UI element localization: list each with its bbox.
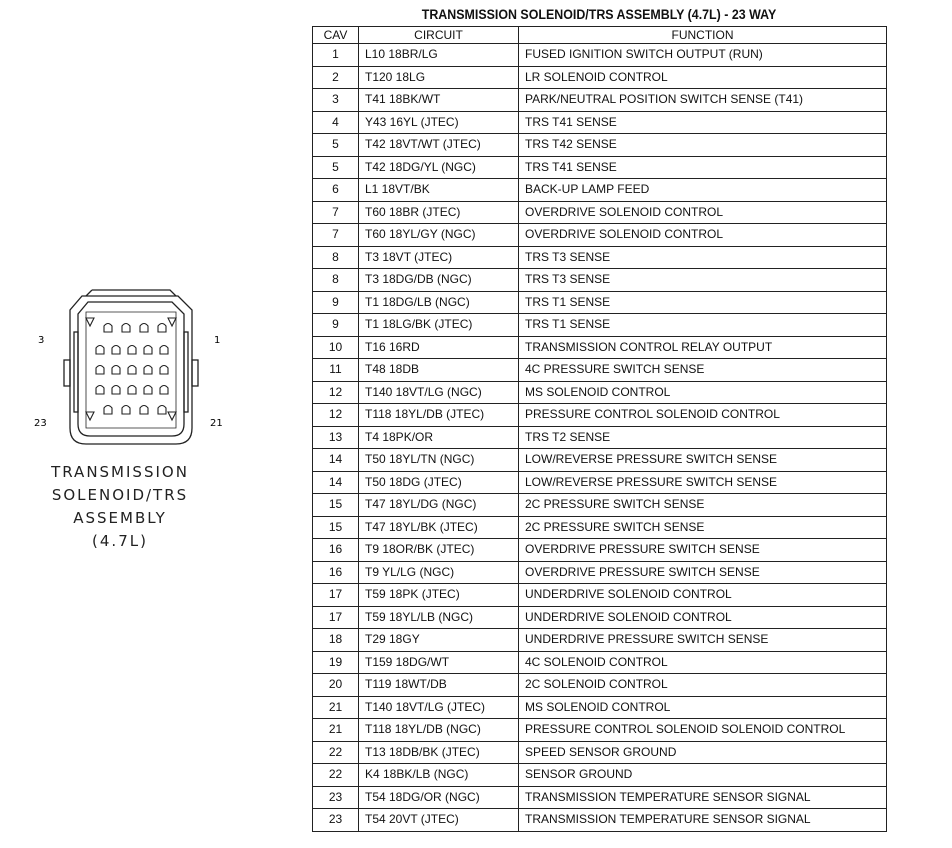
table-row [313, 764, 887, 787]
function-cell: OVERDRIVE PRESSURE SWITCH SENSE [519, 539, 887, 562]
circuit-cell: T4 18PK/OR [359, 426, 519, 449]
pin-cavity [96, 346, 104, 355]
table-row [313, 224, 887, 247]
pin-cavity [112, 346, 120, 355]
function-cell: TRANSMISSION CONTROL RELAY OUTPUT [519, 336, 887, 359]
pin-cavity [160, 346, 168, 355]
cav-cell: 10 [313, 336, 359, 359]
table-row [313, 179, 887, 202]
caption-line: ASSEMBLY [73, 509, 167, 527]
table-header-row [313, 27, 887, 44]
header-function: FUNCTION [519, 27, 887, 44]
circuit-cell: T119 18WT/DB [359, 674, 519, 697]
cav-cell: 21 [313, 719, 359, 742]
pin-label-top-left: 3 [38, 335, 45, 346]
pin-cavity [96, 366, 104, 375]
circuit-cell: T47 18YL/DG (NGC) [359, 494, 519, 517]
cav-cell: 12 [313, 404, 359, 427]
function-cell: UNDERDRIVE SOLENOID CONTROL [519, 584, 887, 607]
table-row [313, 696, 887, 719]
cav-cell: 4 [313, 111, 359, 134]
locator-mark [86, 318, 94, 326]
table-row [313, 314, 887, 337]
circuit-cell: T1 18LG/BK (JTEC) [359, 314, 519, 337]
circuit-cell: T42 18VT/WT (JTEC) [359, 134, 519, 157]
table-row [313, 359, 887, 382]
function-cell: 2C PRESSURE SWITCH SENSE [519, 516, 887, 539]
cav-cell: 14 [313, 471, 359, 494]
cav-cell: 17 [313, 606, 359, 629]
circuit-cell: T3 18VT (JTEC) [359, 246, 519, 269]
function-cell: OVERDRIVE PRESSURE SWITCH SENSE [519, 561, 887, 584]
cav-cell: 16 [313, 561, 359, 584]
circuit-cell: T29 18GY [359, 629, 519, 652]
table-row [313, 561, 887, 584]
locator-mark [168, 412, 176, 420]
pin-cavity [140, 324, 148, 333]
function-cell: MS SOLENOID CONTROL [519, 696, 887, 719]
circuit-cell: L1 18VT/BK [359, 179, 519, 202]
function-cell: LR SOLENOID CONTROL [519, 66, 887, 89]
table-row [313, 89, 887, 112]
function-cell: TRS T3 SENSE [519, 246, 887, 269]
circuit-cell: T1 18DG/LB (NGC) [359, 291, 519, 314]
connector-caption [30, 461, 210, 553]
cav-cell: 7 [313, 224, 359, 247]
locator-mark [168, 318, 176, 326]
cav-cell: 16 [313, 539, 359, 562]
table-title: TRANSMISSION SOLENOID/TRS ASSEMBLY (4.7L) - 23 WAY [421, 7, 777, 22]
function-cell: BACK-UP LAMP FEED [519, 179, 887, 202]
pin-cavity [96, 386, 104, 395]
function-cell: SENSOR GROUND [519, 764, 887, 787]
function-cell: TRS T42 SENSE [519, 134, 887, 157]
table-row [313, 246, 887, 269]
pin-cavity [104, 406, 112, 415]
pin-cavity [128, 386, 136, 395]
function-cell: 2C SOLENOID CONTROL [519, 674, 887, 697]
circuit-cell: T50 18DG (JTEC) [359, 471, 519, 494]
cav-cell: 7 [313, 201, 359, 224]
pin-cavity [144, 386, 152, 395]
function-cell: LOW/REVERSE PRESSURE SWITCH SENSE [519, 449, 887, 472]
table-row [313, 404, 887, 427]
table-row [313, 426, 887, 449]
circuit-cell: T120 18LG [359, 66, 519, 89]
table-row [313, 156, 887, 179]
table-row [313, 719, 887, 742]
table-row [313, 201, 887, 224]
cav-cell: 13 [313, 426, 359, 449]
circuit-cell: T9 YL/LG (NGC) [359, 561, 519, 584]
pin-cavity [128, 366, 136, 375]
circuit-cell: T3 18DG/DB (NGC) [359, 269, 519, 292]
pin-cavity [144, 346, 152, 355]
table-row [313, 741, 887, 764]
table-row [313, 111, 887, 134]
table-row [313, 629, 887, 652]
cav-cell: 12 [313, 381, 359, 404]
pin-cavity [158, 324, 166, 333]
caption-line: (4.7L) [92, 532, 148, 550]
function-cell: 4C SOLENOID CONTROL [519, 651, 887, 674]
circuit-cell: T47 18YL/BK (JTEC) [359, 516, 519, 539]
cav-cell: 21 [313, 696, 359, 719]
pin-cavity [144, 366, 152, 375]
connector-body [64, 290, 198, 444]
cav-cell: 3 [313, 89, 359, 112]
table-row [313, 336, 887, 359]
pin-cavity [122, 324, 130, 333]
circuit-cell: T118 18YL/DB (JTEC) [359, 404, 519, 427]
cav-cell: 8 [313, 246, 359, 269]
circuit-cell: T60 18BR (JTEC) [359, 201, 519, 224]
table-row [313, 516, 887, 539]
function-cell: PRESSURE CONTROL SOLENOID SOLENOID CONTROL [519, 719, 887, 742]
table-row [313, 494, 887, 517]
circuit-cell: T54 20VT (JTEC) [359, 809, 519, 832]
cav-cell: 15 [313, 516, 359, 539]
circuit-cell: T9 18OR/BK (JTEC) [359, 539, 519, 562]
pin-cavity [140, 406, 148, 415]
cav-cell: 19 [313, 651, 359, 674]
cav-cell: 18 [313, 629, 359, 652]
cav-cell: 1 [313, 44, 359, 67]
pin-cavity [122, 406, 130, 415]
table-row [313, 134, 887, 157]
circuit-cell: T16 16RD [359, 336, 519, 359]
function-cell: 2C PRESSURE SWITCH SENSE [519, 494, 887, 517]
table-row [313, 291, 887, 314]
pin-label-top-right: 1 [214, 335, 221, 346]
pin-cavity [128, 346, 136, 355]
function-cell: MS SOLENOID CONTROL [519, 381, 887, 404]
connector-diagram [30, 280, 230, 460]
circuit-cell: T140 18VT/LG (NGC) [359, 381, 519, 404]
circuit-cell: T54 18DG/OR (NGC) [359, 786, 519, 809]
function-cell: TRS T41 SENSE [519, 156, 887, 179]
cav-cell: 9 [313, 291, 359, 314]
function-cell: FUSED IGNITION SWITCH OUTPUT (RUN) [519, 44, 887, 67]
cav-cell: 22 [313, 741, 359, 764]
cav-cell: 17 [313, 584, 359, 607]
circuit-cell: Y43 16YL (JTEC) [359, 111, 519, 134]
cav-cell: 2 [313, 66, 359, 89]
circuit-cell: L10 18BR/LG [359, 44, 519, 67]
cav-cell: 8 [313, 269, 359, 292]
table-row [313, 449, 887, 472]
header-circuit: CIRCUIT [359, 27, 519, 44]
circuit-cell: T159 18DG/WT [359, 651, 519, 674]
circuit-cell: T41 18BK/WT [359, 89, 519, 112]
cav-cell: 11 [313, 359, 359, 382]
caption-line: TRANSMISSION [51, 463, 189, 481]
function-cell: TRS T2 SENSE [519, 426, 887, 449]
cav-cell: 5 [313, 156, 359, 179]
header-cav: CAV [313, 27, 359, 44]
table-row [313, 539, 887, 562]
function-cell: LOW/REVERSE PRESSURE SWITCH SENSE [519, 471, 887, 494]
circuit-cell: T118 18YL/DB (NGC) [359, 719, 519, 742]
circuit-cell: T59 18PK (JTEC) [359, 584, 519, 607]
pin-cavity [160, 386, 168, 395]
pin-cavity [158, 406, 166, 415]
pin-cavity [160, 366, 168, 375]
table-row [313, 471, 887, 494]
function-cell: UNDERDRIVE SOLENOID CONTROL [519, 606, 887, 629]
circuit-cell: T48 18DB [359, 359, 519, 382]
cav-cell: 22 [313, 764, 359, 787]
function-cell: PARK/NEUTRAL POSITION SWITCH SENSE (T41) [519, 89, 887, 112]
circuit-cell: K4 18BK/LB (NGC) [359, 764, 519, 787]
connector-pins [86, 318, 176, 420]
pin-label-bottom-right: 21 [210, 418, 223, 429]
circuit-cell: T50 18YL/TN (NGC) [359, 449, 519, 472]
cav-cell: 23 [313, 809, 359, 832]
cav-cell: 15 [313, 494, 359, 517]
table-row [313, 269, 887, 292]
cav-cell: 6 [313, 179, 359, 202]
function-cell: TRANSMISSION TEMPERATURE SENSOR SIGNAL [519, 786, 887, 809]
table-row [313, 809, 887, 832]
function-cell: OVERDRIVE SOLENOID CONTROL [519, 201, 887, 224]
function-cell: TRS T1 SENSE [519, 314, 887, 337]
table-row [313, 606, 887, 629]
cav-cell: 23 [313, 786, 359, 809]
cav-cell: 20 [313, 674, 359, 697]
pinout-table [312, 26, 887, 832]
circuit-cell: T59 18YL/LB (NGC) [359, 606, 519, 629]
table-row [313, 674, 887, 697]
function-cell: 4C PRESSURE SWITCH SENSE [519, 359, 887, 382]
table-row [313, 786, 887, 809]
function-cell: TRS T3 SENSE [519, 269, 887, 292]
pin-label-bottom-left: 23 [34, 418, 47, 429]
function-cell: TRS T1 SENSE [519, 291, 887, 314]
function-cell: UNDERDRIVE PRESSURE SWITCH SENSE [519, 629, 887, 652]
circuit-cell: T13 18DB/BK (JTEC) [359, 741, 519, 764]
locator-mark [86, 412, 94, 420]
function-cell: TRS T41 SENSE [519, 111, 887, 134]
function-cell: OVERDRIVE SOLENOID CONTROL [519, 224, 887, 247]
table-row [313, 584, 887, 607]
table-row [313, 44, 887, 67]
caption-line: SOLENOID/TRS [51, 486, 189, 504]
table-row [313, 651, 887, 674]
table-row [313, 66, 887, 89]
cav-cell: 9 [313, 314, 359, 337]
cav-cell: 5 [313, 134, 359, 157]
circuit-cell: T42 18DG/YL (NGC) [359, 156, 519, 179]
circuit-cell: T140 18VT/LG (JTEC) [359, 696, 519, 719]
circuit-cell: T60 18YL/GY (NGC) [359, 224, 519, 247]
table-row [313, 381, 887, 404]
pin-cavity [104, 324, 112, 333]
function-cell: PRESSURE CONTROL SOLENOID CONTROL [519, 404, 887, 427]
cav-cell: 14 [313, 449, 359, 472]
function-cell: SPEED SENSOR GROUND [519, 741, 887, 764]
pin-cavity [112, 386, 120, 395]
function-cell: TRANSMISSION TEMPERATURE SENSOR SIGNAL [519, 809, 887, 832]
pin-cavity [112, 366, 120, 375]
